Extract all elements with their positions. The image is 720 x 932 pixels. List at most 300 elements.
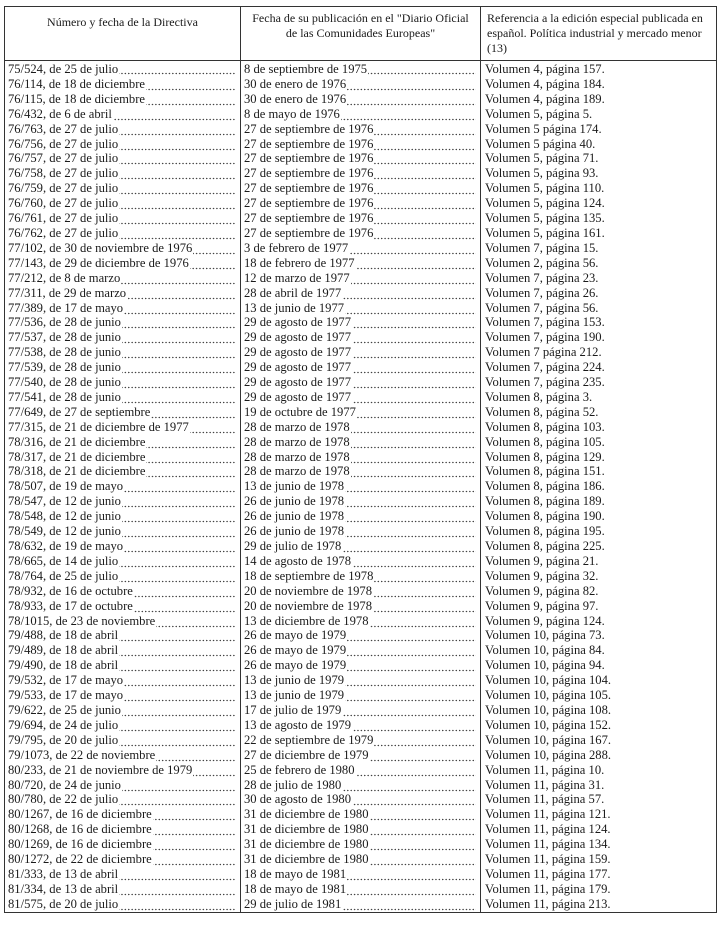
publication-date-cell (241, 867, 481, 882)
volume-reference-cell-text: Volumen 5, página 71. (485, 151, 599, 166)
volume-reference-cell-text: Volumen 9, página 21. (485, 553, 599, 568)
directive-cell-text: 79/622, de 25 de junio (8, 702, 121, 717)
directive-cell (5, 315, 241, 330)
directive-cell-text: 81/334, de 13 de abril (8, 881, 119, 896)
publication-date-cell-text: 26 de junio de 1978 (244, 509, 345, 524)
directive-cell-text: 77/389, de 17 de mayo (8, 300, 124, 315)
directive-cell-text: 79/489, de 18 de abril (8, 643, 119, 658)
publication-date-cell (241, 822, 481, 837)
directive-cell (5, 658, 241, 673)
directive-cell (5, 643, 241, 658)
directive-cell-text: 77/541, de 28 de junio (8, 389, 121, 404)
volume-reference-cell (481, 703, 717, 718)
volume-reference-cell (481, 643, 717, 658)
publication-date-cell-text: 31 de diciembre de 1980 (244, 837, 369, 852)
publication-date-cell (241, 778, 481, 793)
volume-reference-cell-text: Volumen 5, página 5. (485, 106, 593, 121)
publication-date-cell (241, 464, 481, 479)
publication-date-cell (241, 107, 481, 122)
directive-cell (5, 405, 241, 420)
volume-reference-cell (481, 733, 717, 748)
table-row (5, 703, 717, 718)
publication-date-cell-text: 27 de septiembre de 1976 (244, 121, 374, 136)
publication-date-cell (241, 226, 481, 241)
publication-date-cell (241, 733, 481, 748)
volume-reference-cell (481, 673, 717, 688)
directive-cell (5, 420, 241, 435)
directive-cell-text: 79/532, de 17 de mayo (8, 673, 124, 688)
volume-reference-cell (481, 822, 717, 837)
publication-date-cell (241, 852, 481, 867)
directive-cell-text: 78/632, de 19 de mayo (8, 539, 124, 553)
publication-date-cell-text: 26 de junio de 1978 (244, 524, 345, 539)
directive-cell (5, 822, 241, 837)
volume-reference-cell (481, 241, 717, 256)
volume-reference-cell-text: Volumen 11, página 213. (485, 896, 611, 911)
publication-date-cell-text: 8 de septiembre de 1975 (244, 62, 368, 76)
directive-cell (5, 211, 241, 226)
table-row (5, 375, 717, 390)
volume-reference-cell (481, 137, 717, 152)
table-row (5, 256, 717, 271)
directive-cell-text: 76/759, de 27 de julio (8, 181, 119, 196)
table-row (5, 807, 717, 822)
volume-reference-cell-text: Volumen 10, página 152. (485, 717, 612, 732)
publication-date-cell (241, 151, 481, 166)
directive-cell-text: 80/1269, de 16 de diciembre (8, 837, 152, 852)
directive-cell-text: 78/548, de 12 de junio (8, 509, 121, 524)
publication-date-cell-text: 31 de diciembre de 1980 (244, 822, 369, 837)
table-row (5, 643, 717, 658)
publication-date-cell (241, 748, 481, 763)
directive-cell (5, 867, 241, 882)
volume-reference-cell-text: Volumen 8, página 103. (485, 419, 605, 434)
volume-reference-cell (481, 345, 717, 360)
volume-reference-cell-text: Volumen 5, página 124. (485, 196, 605, 211)
volume-reference-cell (481, 658, 717, 673)
table-row (5, 151, 717, 166)
publication-date-cell-text: 13 de junio de 1979 (244, 673, 345, 688)
publication-date-cell (241, 494, 481, 509)
directive-cell-text: 77/540, de 28 de junio (8, 375, 121, 390)
volume-reference-cell (481, 122, 717, 137)
directive-cell-text: 80/1267, de 16 de diciembre (8, 807, 152, 822)
publication-date-cell (241, 360, 481, 375)
directive-cell (5, 360, 241, 375)
table-row (5, 748, 717, 763)
publication-date-cell (241, 539, 481, 554)
publication-date-cell (241, 718, 481, 733)
table-row (5, 614, 717, 629)
volume-reference-cell-text: Volumen 5, página 161. (485, 225, 605, 240)
publication-date-cell (241, 181, 481, 196)
table-row (5, 718, 717, 733)
volume-reference-cell-text: Volumen 10, página 84. (485, 643, 605, 658)
publication-date-cell-text: 27 de septiembre de 1976 (244, 196, 374, 211)
table-row (5, 271, 717, 286)
volume-reference-cell (481, 61, 717, 77)
publication-date-cell-text: 29 de agosto de 1977 (244, 360, 352, 375)
volume-reference-cell-text: Volumen 11, página 179. (485, 881, 611, 896)
directive-cell-text: 78/316, de 21 de diciembre (8, 434, 146, 449)
table-row (5, 330, 717, 345)
volume-reference-cell (481, 315, 717, 330)
directive-cell (5, 628, 241, 643)
publication-date-cell (241, 897, 481, 912)
volume-reference-cell (481, 792, 717, 807)
volume-reference-cell-text: Volumen 2, página 56. (485, 255, 599, 270)
publication-date-cell-text: 20 de noviembre de 1978 (244, 583, 373, 598)
directive-cell-text: 77/212, de 8 de marzo (8, 270, 121, 285)
volume-reference-cell (481, 584, 717, 599)
volume-reference-cell-text: Volumen 11, página 31. (485, 777, 605, 792)
publication-date-cell-text: 18 de mayo de 1981 (244, 866, 347, 881)
directive-cell-text: 78/317, de 21 de diciembre (8, 449, 146, 464)
publication-date-cell-text: 14 de agosto de 1978 (244, 553, 352, 568)
publication-date-cell-text: 27 de septiembre de 1976 (244, 136, 374, 151)
table-row (5, 360, 717, 375)
volume-reference-cell (481, 435, 717, 450)
volume-reference-cell (481, 748, 717, 763)
volume-reference-cell (481, 360, 717, 375)
directive-cell-text: 79/490, de 18 de abril (8, 658, 119, 673)
table-row (5, 464, 717, 479)
publication-date-cell (241, 256, 481, 271)
directive-cell (5, 584, 241, 599)
directive-cell-text: 78/549, de 12 de junio (8, 524, 121, 539)
publication-date-cell (241, 658, 481, 673)
table-row (5, 92, 717, 107)
publication-date-cell (241, 837, 481, 852)
directive-cell (5, 166, 241, 181)
directive-cell-text: 76/763, de 27 de julio (8, 121, 119, 136)
publication-date-cell (241, 92, 481, 107)
directive-cell (5, 196, 241, 211)
publication-date-cell (241, 435, 481, 450)
directive-cell-text: 79/795, de 20 de julio (8, 732, 119, 747)
table-row (5, 420, 717, 435)
volume-reference-cell (481, 271, 717, 286)
table-row (5, 569, 717, 584)
volume-reference-cell (481, 151, 717, 166)
directive-cell-text: 79/694, de 24 de julio (8, 717, 119, 732)
table-row (5, 852, 717, 867)
directive-cell (5, 271, 241, 286)
volume-reference-cell (481, 375, 717, 390)
volume-reference-cell (481, 807, 717, 822)
volume-reference-cell-text: Volumen 11, página 121. (485, 807, 611, 822)
publication-date-cell-text: 25 de febrero de 1980 (244, 762, 355, 777)
volume-reference-cell (481, 524, 717, 539)
directive-cell (5, 837, 241, 852)
volume-reference-cell-text: Volumen 8, página 129. (485, 449, 605, 464)
directive-cell-text: 75/524, de 25 de julio (8, 62, 119, 76)
directive-cell-text: 78/318, de 21 de diciembre (8, 464, 146, 479)
volume-reference-cell (481, 688, 717, 703)
volume-reference-cell-text: Volumen 10, página 288. (485, 747, 612, 762)
publication-date-cell-text: 13 de diciembre de 1978 (244, 613, 369, 628)
volume-reference-cell-text: Volumen 9, página 97. (485, 598, 599, 613)
directive-cell (5, 122, 241, 137)
publication-date-cell (241, 882, 481, 897)
volume-reference-cell-text: Volumen 11, página 10. (485, 762, 605, 777)
directive-cell-text: 76/114, de 18 de diciembre (8, 76, 145, 91)
directive-cell-text: 76/762, de 27 de julio (8, 225, 119, 240)
directive-cell (5, 509, 241, 524)
table-row (5, 435, 717, 450)
directive-cell-text: 77/539, de 28 de junio (8, 360, 121, 375)
table-body (5, 61, 717, 913)
publication-date-cell (241, 450, 481, 465)
publication-date-cell-text: 29 de agosto de 1977 (244, 375, 352, 390)
publication-date-cell (241, 554, 481, 569)
volume-reference-cell (481, 330, 717, 345)
table-row (5, 524, 717, 539)
directive-cell-text: 78/547, de 12 de junio (8, 494, 121, 509)
volume-reference-cell-text: Volumen 9, página 32. (485, 568, 599, 583)
directive-cell (5, 733, 241, 748)
header-special-edition-reference: Referencia a la edición especial publicada en español. Política industrial y mercado menor (13) (481, 7, 717, 61)
directive-cell (5, 286, 241, 301)
volume-reference-cell-text: Volumen 8, página 195. (485, 524, 605, 539)
publication-date-cell (241, 792, 481, 807)
volume-reference-cell-text: Volumen 8, página 186. (485, 479, 605, 494)
table-row (5, 584, 717, 599)
volume-reference-cell (481, 107, 717, 122)
publication-date-cell-text: 28 de marzo de 1978 (244, 434, 350, 449)
publication-date-cell-text: 29 de agosto de 1977 (244, 330, 352, 345)
table-row (5, 763, 717, 778)
table-row (5, 286, 717, 301)
publication-date-cell-text: 29 de julio de 1978 (244, 539, 342, 553)
directive-cell-text: 80/780, de 22 de julio (8, 792, 119, 807)
publication-date-cell-text: 18 de septiembre de 1978 (244, 568, 374, 583)
directive-cell-text: 81/575, de 20 de julio (8, 896, 119, 911)
volume-reference-cell-text: Volumen 7 página 212. (485, 345, 602, 360)
volume-reference-cell (481, 77, 717, 92)
publication-date-cell (241, 599, 481, 614)
table-row (5, 345, 717, 360)
publication-date-cell-text: 29 de agosto de 1977 (244, 345, 352, 360)
publication-date-cell (241, 509, 481, 524)
volume-reference-cell (481, 897, 717, 912)
publication-date-cell (241, 763, 481, 778)
publication-date-cell (241, 301, 481, 316)
publication-date-cell (241, 137, 481, 152)
publication-date-cell-text: 22 de septiembre de 1979 (244, 732, 374, 747)
publication-date-cell-text: 31 de diciembre de 1980 (244, 807, 369, 822)
volume-reference-cell-text: Volumen 4, página 189. (485, 91, 605, 106)
publication-date-cell-text: 28 de julio de 1980 (244, 777, 342, 792)
directive-cell (5, 181, 241, 196)
table-row (5, 241, 717, 256)
volume-reference-cell-text: Volumen 8, página 52. (485, 404, 599, 419)
publication-date-cell-text: 28 de abril de 1977 (244, 285, 342, 300)
volume-reference-cell-text: Volumen 4, página 157. (485, 62, 605, 76)
table-row (5, 405, 717, 420)
volume-reference-cell (481, 301, 717, 316)
publication-date-cell-text: 13 de junio de 1977 (244, 300, 345, 315)
directive-cell (5, 539, 241, 554)
volume-reference-cell-text: Volumen 5, página 135. (485, 211, 605, 226)
volume-reference-cell (481, 226, 717, 241)
directive-cell-text: 80/1272, de 22 de diciembre (8, 852, 152, 867)
directive-cell-text: 77/143, de 29 de diciembre de 1976 (8, 255, 189, 270)
publication-date-cell-text: 20 de noviembre de 1978 (244, 598, 373, 613)
publication-date-cell-text: 27 de septiembre de 1976 (244, 166, 374, 181)
table-row (5, 196, 717, 211)
directive-cell (5, 450, 241, 465)
publication-date-cell-text: 30 de agosto de 1980 (244, 792, 352, 807)
publication-date-cell-text: 28 de marzo de 1978 (244, 464, 350, 479)
table-row (5, 628, 717, 643)
table-row (5, 658, 717, 673)
table-row (5, 539, 717, 554)
directive-cell-text: 77/649, de 27 de septiembre (8, 404, 151, 419)
volume-reference-cell (481, 286, 717, 301)
publication-date-cell-text: 29 de agosto de 1977 (244, 389, 352, 404)
directive-cell-text: 81/333, de 13 de abril (8, 866, 119, 881)
publication-date-cell (241, 688, 481, 703)
publication-date-cell (241, 524, 481, 539)
volume-reference-cell (481, 539, 717, 554)
publication-date-cell (241, 807, 481, 822)
volume-reference-cell-text: Volumen 7, página 23. (485, 270, 599, 285)
table-row (5, 554, 717, 569)
table-row (5, 778, 717, 793)
table-row (5, 122, 717, 137)
directive-cell-text: 76/756, de 27 de julio (8, 136, 119, 151)
publication-date-cell (241, 196, 481, 211)
volume-reference-cell-text: Volumen 11, página 57. (485, 792, 605, 807)
publication-date-cell-text: 27 de septiembre de 1976 (244, 151, 374, 166)
directive-cell-text: 78/932, de 16 de octubre (8, 583, 133, 598)
table-row (5, 211, 717, 226)
directive-cell (5, 301, 241, 316)
volume-reference-cell (481, 867, 717, 882)
publication-date-cell-text: 12 de marzo de 1977 (244, 270, 350, 285)
publication-date-cell (241, 420, 481, 435)
directive-cell (5, 61, 241, 77)
directive-cell (5, 107, 241, 122)
header-row (5, 7, 717, 61)
header-directive-number-date: Número y fecha de la Directiva (5, 7, 241, 61)
volume-reference-cell-text: Volumen 8, página 3. (485, 389, 593, 404)
directive-cell (5, 241, 241, 256)
table-row (5, 882, 717, 897)
directive-cell (5, 778, 241, 793)
volume-reference-cell-text: Volumen 10, página 104. (485, 673, 612, 688)
volume-reference-cell (481, 92, 717, 107)
publication-date-cell (241, 703, 481, 718)
directive-cell (5, 554, 241, 569)
volume-reference-cell-text: Volumen 7, página 56. (485, 300, 599, 315)
volume-reference-cell (481, 211, 717, 226)
table-row (5, 509, 717, 524)
volume-reference-cell-text: Volumen 8, página 225. (485, 539, 605, 553)
volume-reference-cell-text: Volumen 8, página 151. (485, 464, 605, 479)
volume-reference-cell (481, 614, 717, 629)
directive-cell-text: 78/665, de 14 de julio (8, 553, 119, 568)
directive-cell (5, 226, 241, 241)
publication-date-cell-text: 13 de agosto de 1979 (244, 717, 352, 732)
publication-date-cell-text: 27 de septiembre de 1976 (244, 181, 374, 196)
publication-date-cell (241, 569, 481, 584)
table-row (5, 792, 717, 807)
directive-cell-text: 77/311, de 29 de marzo (8, 285, 127, 300)
volume-reference-cell (481, 509, 717, 524)
directive-cell (5, 435, 241, 450)
directive-cell (5, 479, 241, 494)
volume-reference-cell-text: Volumen 11, página 177. (485, 866, 611, 881)
publication-date-cell-text: 19 de octubre de 1977 (244, 404, 356, 419)
publication-date-cell-text: 18 de mayo de 1981 (244, 881, 347, 896)
directive-cell (5, 748, 241, 763)
volume-reference-cell-text: Volumen 10, página 105. (485, 688, 612, 703)
volume-reference-cell-text: Volumen 9, página 82. (485, 583, 599, 598)
volume-reference-cell-text: Volumen 11, página 124. (485, 822, 611, 837)
table-row (5, 450, 717, 465)
volume-reference-cell (481, 837, 717, 852)
publication-date-cell (241, 584, 481, 599)
publication-date-cell-text: 29 de julio de 1981 (244, 896, 342, 911)
volume-reference-cell-text: Volumen 10, página 94. (485, 658, 605, 673)
directive-cell-text: 78/764, de 25 de julio (8, 568, 119, 583)
volume-reference-cell-text: Volumen 7, página 224. (485, 360, 605, 375)
publication-date-cell (241, 330, 481, 345)
directive-cell (5, 390, 241, 405)
publication-date-cell (241, 479, 481, 494)
directive-cell (5, 688, 241, 703)
table-row (5, 137, 717, 152)
publication-date-cell-text: 28 de marzo de 1978 (244, 449, 350, 464)
volume-reference-cell-text: Volumen 5 página 174. (485, 121, 602, 136)
directive-cell-text: 78/933, de 17 de octubre (8, 598, 133, 613)
publication-date-cell-text: 27 de septiembre de 1976 (244, 225, 374, 240)
publication-date-cell (241, 375, 481, 390)
volume-reference-cell (481, 882, 717, 897)
publication-date-cell-text: 18 de febrero de 1977 (244, 255, 355, 270)
publication-date-cell (241, 286, 481, 301)
directive-cell-text: 76/757, de 27 de julio (8, 151, 119, 166)
publication-date-cell (241, 211, 481, 226)
directive-cell (5, 763, 241, 778)
directive-cell (5, 330, 241, 345)
directive-cell-text: 79/488, de 18 de abril (8, 628, 119, 643)
directive-cell (5, 92, 241, 107)
table-row (5, 673, 717, 688)
directive-cell (5, 77, 241, 92)
volume-reference-cell (481, 778, 717, 793)
table-row (5, 733, 717, 748)
volume-reference-cell-text: Volumen 7, página 15. (485, 240, 599, 255)
volume-reference-cell (481, 166, 717, 181)
volume-reference-cell-text: Volumen 11, página 134. (485, 837, 611, 852)
table-row (5, 301, 717, 316)
directive-cell (5, 614, 241, 629)
directive-cell (5, 807, 241, 822)
directive-cell-text: 78/1015, de 23 de noviembre (8, 613, 156, 628)
publication-date-cell-text: 27 de septiembre de 1976 (244, 211, 374, 226)
table-row (5, 494, 717, 509)
header-publication-date: Fecha de su publicación en el "Diario Oficial de las Comunidades Europeas" (241, 7, 481, 61)
publication-date-cell (241, 614, 481, 629)
publication-date-cell (241, 628, 481, 643)
directive-cell (5, 151, 241, 166)
table-row (5, 822, 717, 837)
publication-date-cell-text: 26 de mayo de 1979 (244, 658, 347, 673)
volume-reference-cell-text: Volumen 10, página 108. (485, 702, 612, 717)
